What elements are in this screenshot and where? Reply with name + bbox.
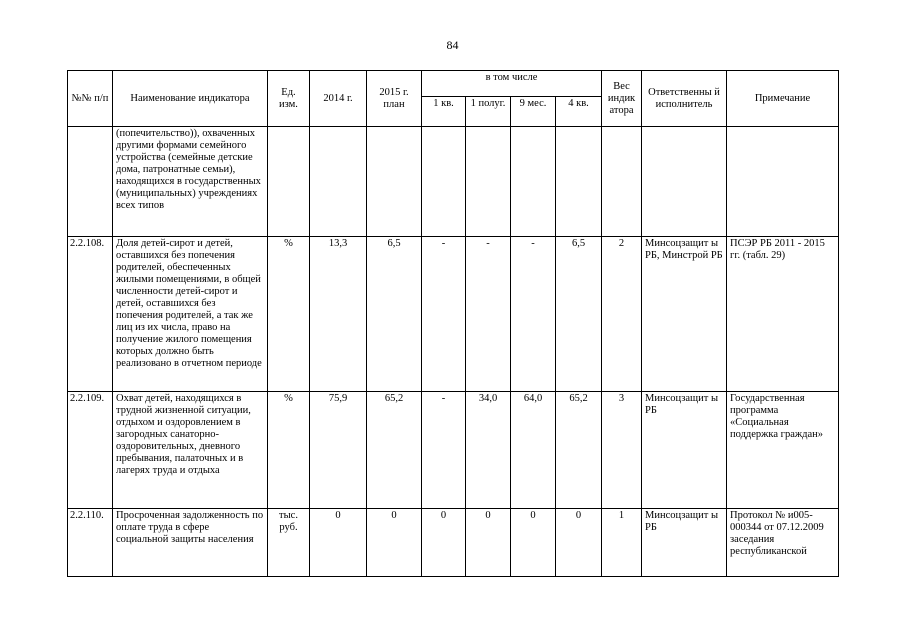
- row-unit: тыс. руб.: [268, 509, 310, 577]
- row-note: [727, 127, 839, 237]
- row-responsible: Минсоцзащит ы РБ, Минстрой РБ: [642, 237, 727, 392]
- row-9m: [511, 127, 556, 237]
- row-q4: 6,5: [556, 237, 602, 392]
- row-name: Доля детей-сирот и детей, оставшихся без попечения родителей, обеспеченных жилыми помещениями, в общей численности детей-сирот и детей, оставшихся без попечения родителей, а так же лиц из их числа, право на получение жилого помещения которых должно быть реализовано в отчетном периоде: [113, 237, 268, 392]
- row-name: (попечительство)), охваченных другими формами семейного устройства (семейные детские дома, патронатные семьи), находящихся в государственных (муниципальных) учреждениях всех типов: [113, 127, 268, 237]
- row-unit: [268, 127, 310, 237]
- row-h1: -: [466, 237, 511, 392]
- row-9m: -: [511, 237, 556, 392]
- row-2015: 65,2: [367, 392, 422, 509]
- row-2014: 13,3: [310, 237, 367, 392]
- row-weight: 2: [602, 237, 642, 392]
- row-name: Охват детей, находящихся в трудной жизненной ситуации, отдыхом и оздоровлением в загородных санаторно-оздоровительных, дневного пребывания, палаточных и в лагерях труда и отдыха: [113, 392, 268, 509]
- row-responsible: Минсоцзащит ы РБ: [642, 392, 727, 509]
- row-h1: 34,0: [466, 392, 511, 509]
- row-num: 2.2.108.: [68, 237, 113, 392]
- row-name: Просроченная задолженность по оплате труда в сфере социальной защиты населения: [113, 509, 268, 577]
- row-2014: 75,9: [310, 392, 367, 509]
- table-row: [68, 127, 839, 237]
- row-unit: %: [268, 392, 310, 509]
- row-2014: 0: [310, 509, 367, 577]
- row-note: Государственная программа «Социальная поддержка граждан»: [727, 392, 839, 509]
- row-q1: -: [422, 392, 466, 509]
- header-q4: 4 кв.: [556, 97, 602, 127]
- row-responsible: [642, 127, 727, 237]
- row-note: ПСЭР РБ 2011 - 2015 гг. (табл. 29): [727, 237, 839, 392]
- page-number: 84: [446, 38, 459, 52]
- row-q4: 0: [556, 509, 602, 577]
- indicators-table: [67, 70, 839, 577]
- header-h1: 1 полуг.: [466, 97, 511, 127]
- row-responsible: Минсоцзащит ы РБ: [642, 509, 727, 577]
- row-2015: 6,5: [367, 237, 422, 392]
- row-note: Протокол № и005-000344 от 07.12.2009 заседания республиканской: [727, 509, 839, 577]
- row-q1: [422, 127, 466, 237]
- row-num: [68, 127, 113, 237]
- row-num: 2.2.110.: [68, 509, 113, 577]
- row-9m: 64,0: [511, 392, 556, 509]
- header-num: №№ п/п: [68, 71, 113, 127]
- header-q1: 1 кв.: [422, 97, 466, 127]
- table-row: [68, 509, 839, 577]
- header-unit: Ед. изм.: [268, 71, 310, 127]
- table-row: [68, 392, 839, 509]
- row-2015: [367, 127, 422, 237]
- row-q4: [556, 127, 602, 237]
- header-responsible: Ответственны й исполнитель: [642, 71, 727, 127]
- header-including: в том числе: [422, 71, 602, 97]
- header-weight: Вес индик атора: [602, 71, 642, 127]
- header-2014: 2014 г.: [310, 71, 367, 127]
- row-h1: [466, 127, 511, 237]
- row-2014: [310, 127, 367, 237]
- header-note: Примечание: [727, 71, 839, 127]
- header-9m: 9 мес.: [511, 97, 556, 127]
- header-name: Наименование индикатора: [113, 71, 268, 127]
- row-weight: 3: [602, 392, 642, 509]
- row-num: 2.2.109.: [68, 392, 113, 509]
- row-weight: [602, 127, 642, 237]
- row-q1: -: [422, 237, 466, 392]
- row-9m: 0: [511, 509, 556, 577]
- header-2015-plan: 2015 г. план: [367, 71, 422, 127]
- row-unit: %: [268, 237, 310, 392]
- row-h1: 0: [466, 509, 511, 577]
- row-weight: 1: [602, 509, 642, 577]
- row-2015: 0: [367, 509, 422, 577]
- row-q4: 65,2: [556, 392, 602, 509]
- table-row: [68, 237, 839, 392]
- row-q1: 0: [422, 509, 466, 577]
